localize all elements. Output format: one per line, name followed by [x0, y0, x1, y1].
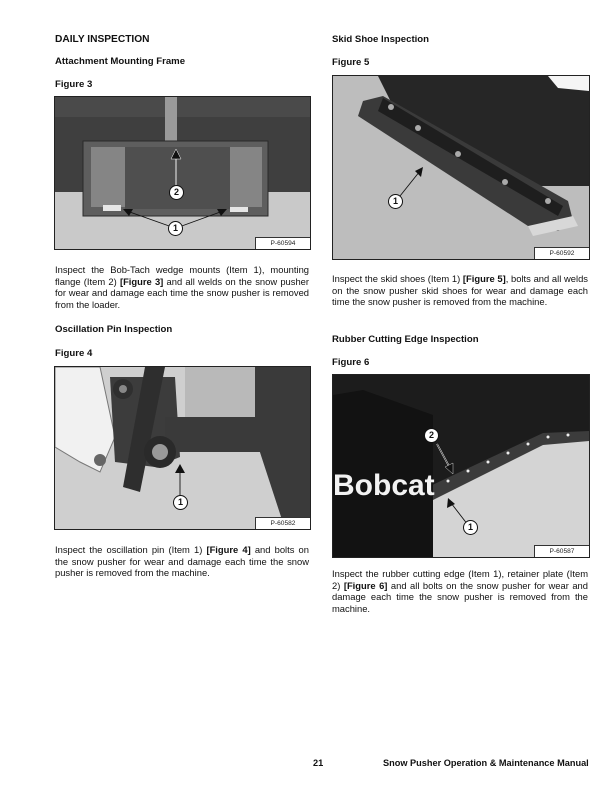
- page-number: 21: [313, 758, 324, 768]
- figure-6-reference: [Figure 6]: [343, 579, 388, 591]
- figure-6-label: Figure 6: [332, 357, 370, 368]
- oscillation-pin-text: Inspect the oscillation pin (Item 1) [Figure 4] and bolts on the snow pusher for wear and damage each time the snow pusher is removed from the machine.: [55, 544, 309, 579]
- manual-title: Snow Pusher Operation & Maintenance Manual: [383, 758, 589, 768]
- bobcat-logo-text: Bobcat: [333, 469, 435, 502]
- callout-2: 2: [169, 185, 184, 200]
- skid-shoe-image: [333, 76, 589, 259]
- mounting-frame-heading: Attachment Mounting Frame: [55, 56, 186, 67]
- callout-1: 1: [168, 221, 183, 236]
- skid-shoe-heading: Skid Shoe Inspection: [332, 34, 430, 45]
- oscillation-pin-heading: Oscillation Pin Inspection: [55, 324, 173, 335]
- figure-5-reference: [Figure 5]: [462, 273, 506, 284]
- photo-id: P-60582: [255, 517, 310, 529]
- figure-3-label: Figure 3: [55, 79, 93, 90]
- callout-1: 1: [173, 495, 188, 510]
- figure-5-label: Figure 5: [332, 57, 370, 68]
- figure-3-reference: [Figure 3]: [119, 275, 164, 287]
- photo-id: P-60594: [255, 237, 310, 249]
- skid-shoe-text: Inspect the skid shoes (Item 1) [Figure 5], bolts and all welds on the snow pusher skid shoes for wear and damage each time the snow pusher is removed from the machine.: [332, 273, 588, 308]
- figure-4-label: Figure 4: [55, 348, 93, 359]
- photo-id: P-60592: [534, 247, 589, 259]
- mounting-frame-text: Inspect the Bob-Tach wedge mounts (Item 1), mounting flange (Item 2) [Figure 3] and all welds on the snow pusher for wear and damage each time the snow pusher is removed from the loader.: [55, 264, 309, 310]
- cutting-edge-heading: Rubber Cutting Edge Inspection: [332, 334, 479, 345]
- figure-3-photo: [54, 96, 311, 250]
- callout-1: 1: [388, 194, 403, 209]
- figure-4-photo: [54, 366, 311, 530]
- cutting-edge-image: [333, 375, 589, 557]
- figure-4-reference: [Figure 4]: [206, 544, 251, 555]
- callout-2: 2: [424, 428, 439, 443]
- photo-id: P-60587: [534, 545, 589, 557]
- callout-1: 1: [463, 520, 478, 535]
- figure-6-photo: [332, 374, 590, 558]
- figure-5-photo: [332, 75, 590, 260]
- section-title: DAILY INSPECTION: [55, 34, 150, 45]
- cutting-edge-text: Inspect the rubber cutting edge (Item 1), retainer plate (Item 2) [Figure 6] and all bolts on the snow pusher for wear and damage each time the snow pusher is removed from the machine.: [332, 568, 588, 614]
